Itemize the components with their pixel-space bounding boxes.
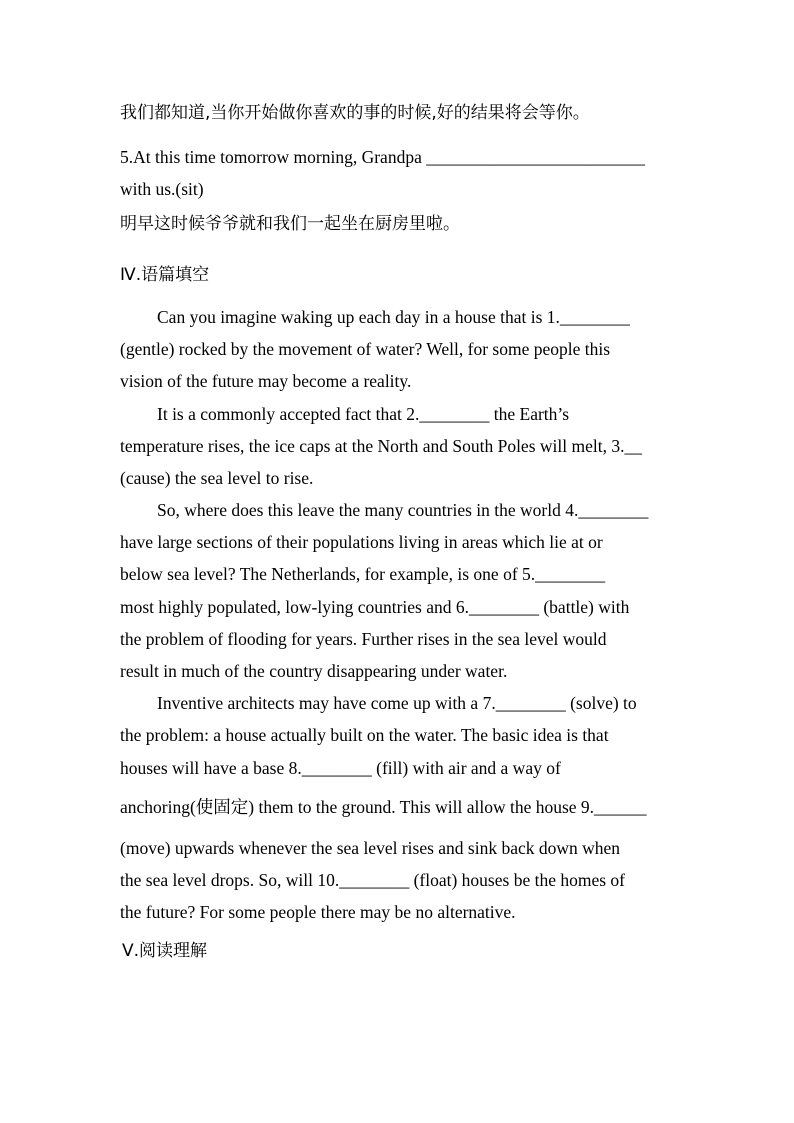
question-5-line-1: 5.At this time tomorrow morning, Grandpa _________________________	[120, 147, 645, 167]
question-5-line-2: with us.(sit)	[120, 179, 204, 199]
passage-line: have large sections of their populations living in areas which lie at or	[120, 532, 603, 552]
passage-line: the sea level drops. So, will 10.________ (float) houses be the homes of	[120, 870, 625, 890]
passage-line: the future? For some people there may be no alternative.	[120, 902, 516, 922]
passage-line: most highly populated, low-lying countries and 6.________ (battle) with	[120, 597, 630, 617]
passage-line: (move) upwards whenever the sea level rises and sink back down when	[120, 838, 621, 858]
passage-line: It is a commonly accepted fact that 2.________ the Earth’s	[157, 404, 570, 424]
passage-line: the problem of flooding for years. Further rises in the sea level would	[120, 629, 607, 649]
question-5-translation: 明早这时候爷爷就和我们一起坐在厨房里啦。	[120, 214, 460, 234]
section-4-title: Ⅳ.语篇填空	[120, 265, 210, 285]
passage-line: below sea level? The Netherlands, for example, is one of 5.________	[120, 564, 606, 584]
passage-line: (cause) the sea level to rise.	[120, 468, 314, 488]
passage-line: So, where does this leave the many countries in the world 4.________	[157, 500, 649, 520]
passage-line: the problem: a house actually built on the water. The basic idea is that	[120, 725, 609, 745]
passage-line: Can you imagine waking up each day in a house that is 1.________	[157, 307, 630, 327]
previous-question-translation: 我们都知道,当你开始做你喜欢的事的时候,好的结果将会等你。	[120, 103, 590, 123]
passage-line: vision of the future may become a reality.	[120, 371, 412, 391]
passage-line: anchoring(使固定) them to the ground. This will allow the house 9.______	[120, 797, 647, 817]
passage-line: houses will have a base 8.________ (fill) with air and a way of	[120, 758, 561, 778]
passage-line: (gentle) rocked by the movement of water? Well, for some people this	[120, 339, 611, 359]
passage-line: temperature rises, the ice caps at the North and South Poles will melt, 3.__	[120, 436, 642, 456]
passage-line: result in much of the country disappearing under water.	[120, 661, 508, 681]
section-5-title: Ⅴ.阅读理解	[122, 941, 208, 961]
passage-line: Inventive architects may have come up with a 7.________ (solve) to	[157, 693, 637, 713]
